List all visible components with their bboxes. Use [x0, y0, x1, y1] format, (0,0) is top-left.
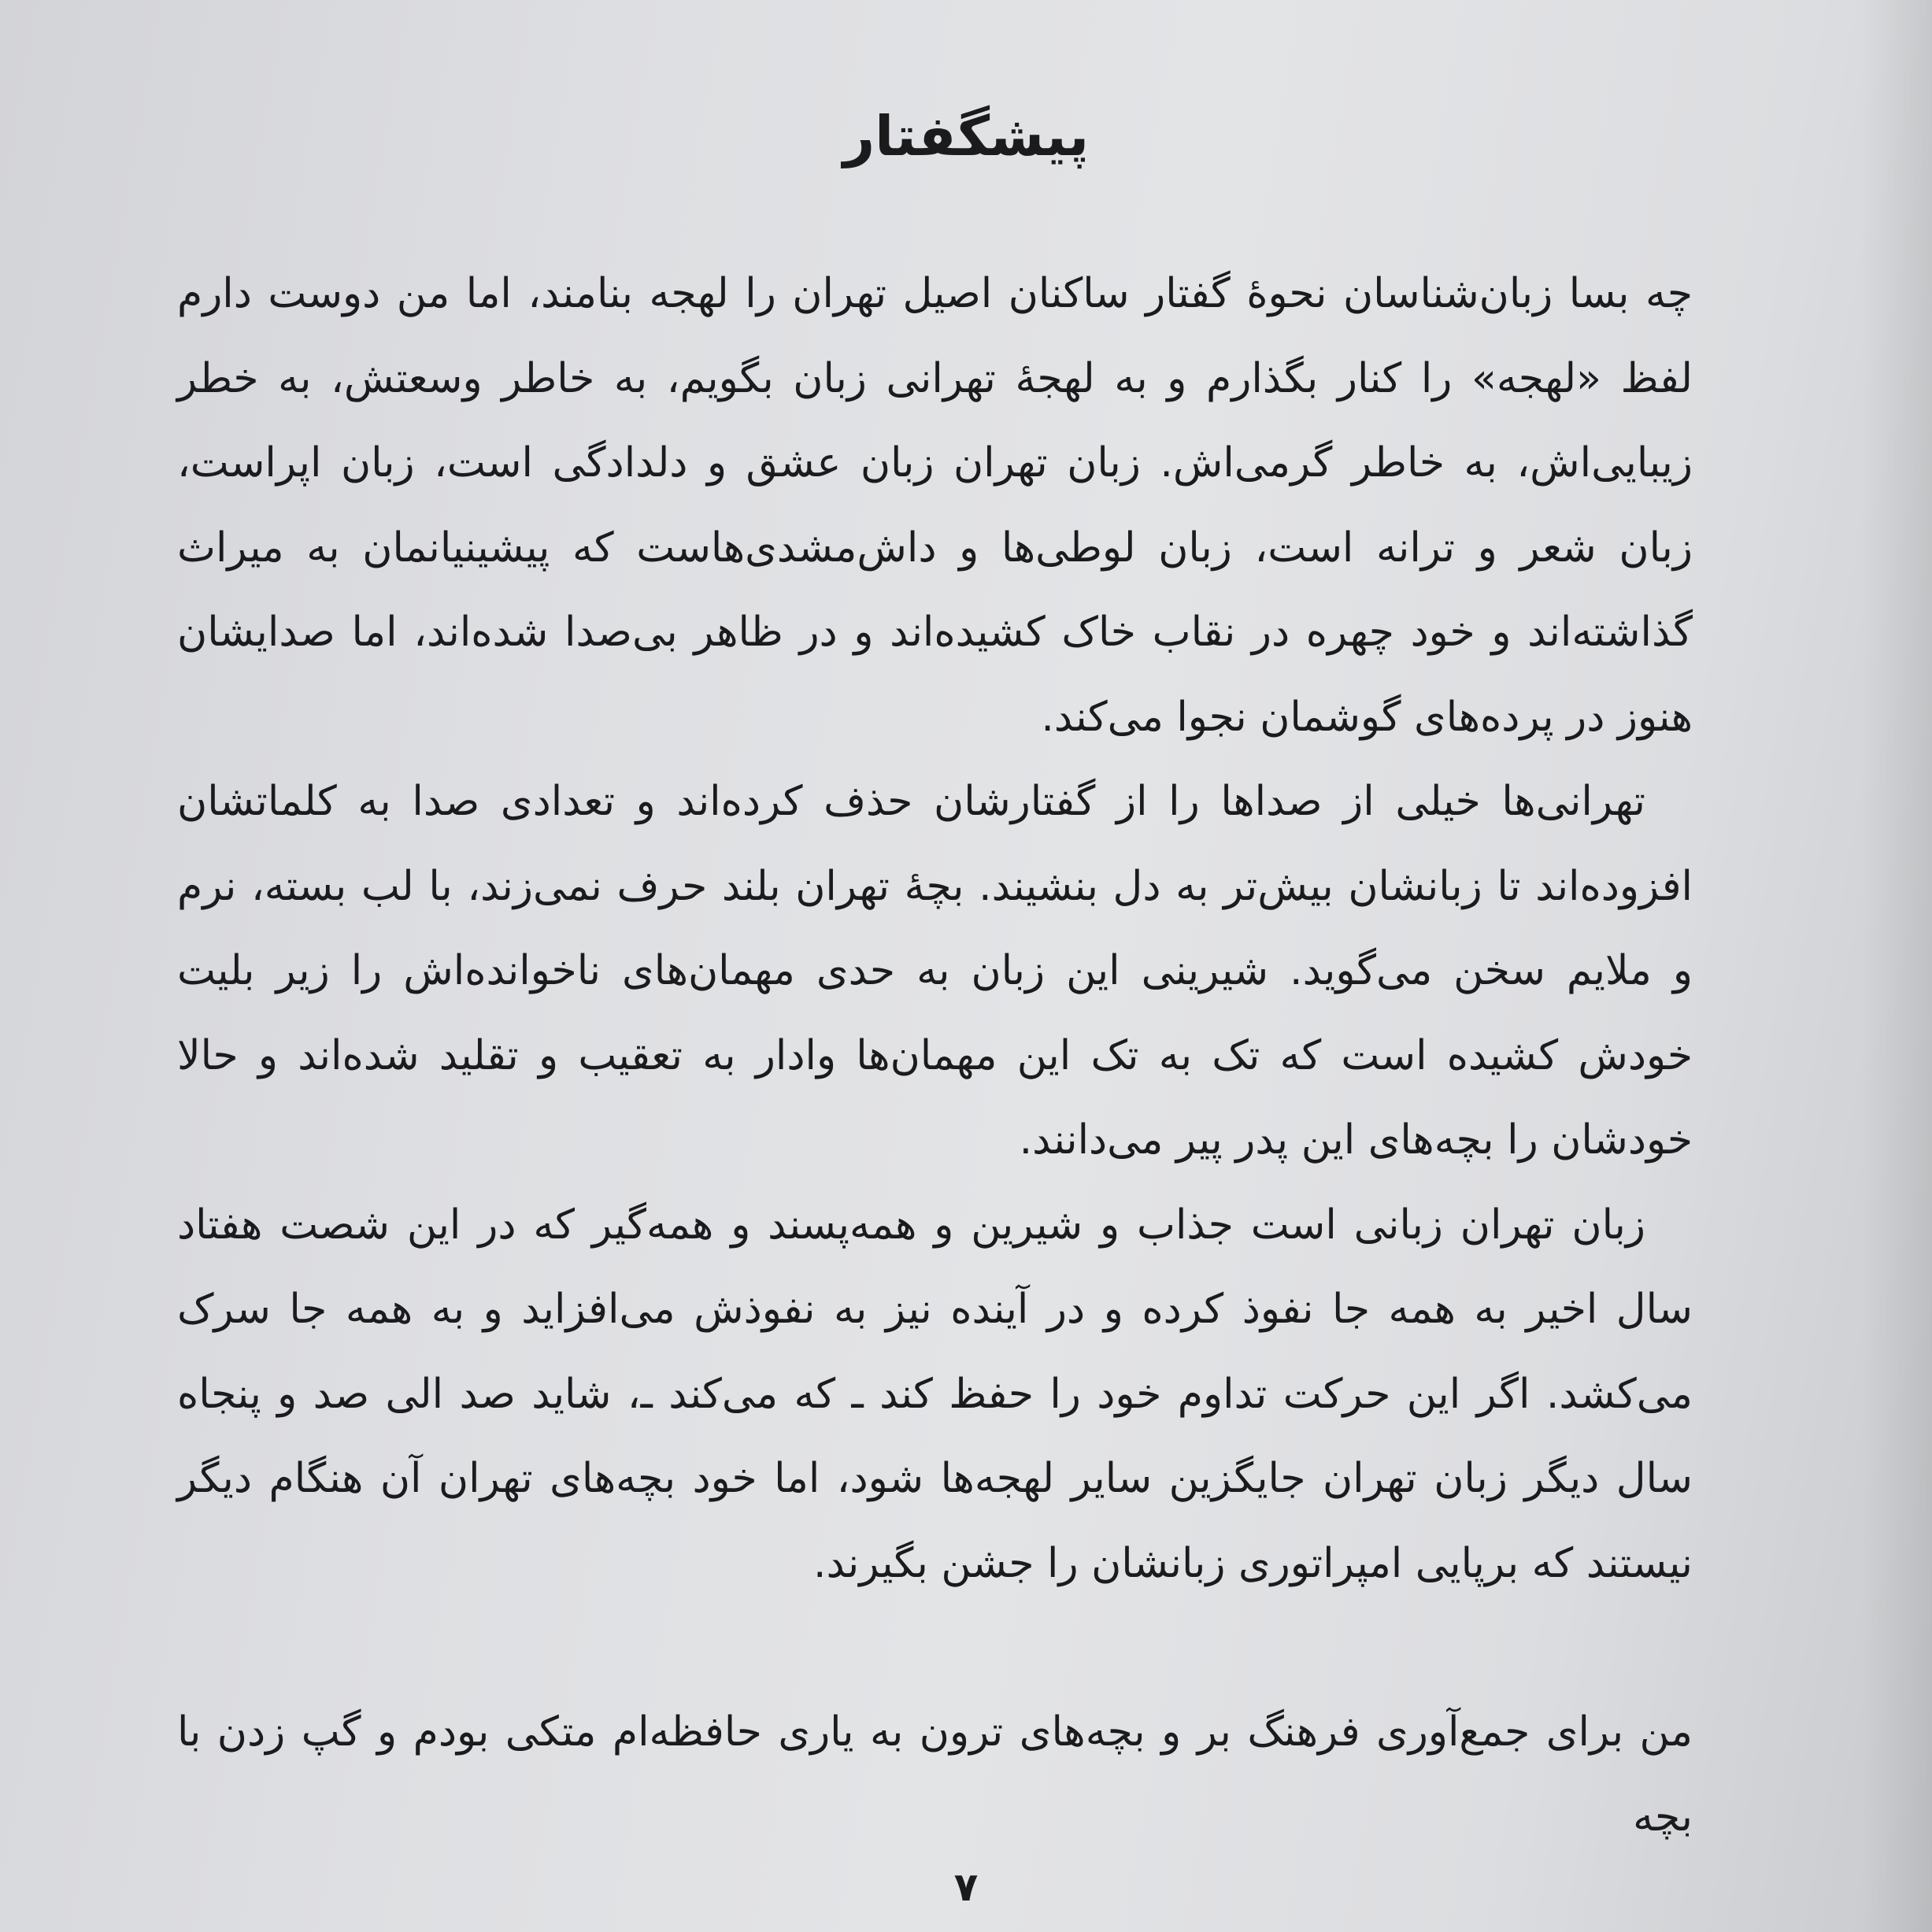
- page-number: ۷: [953, 1864, 979, 1910]
- paragraph-1: چه بسا زبان‌شناسان نحوهٔ گفتار ساکنان اصیل تهران را لهجه بنامند، اما من دوست دارم لفظ «لهجه» را کنار بگذارم و به لهجهٔ تهرانی زبان بگویم، به خاطر وسعتش، به خطر زیبایی‌اش، به خاطر گرمی‌اش. زبان تهران زبان عشق و دلدادگی است، زبان اپراست، زبان شعر و ترانه است، زبان لوطی‌ها و داش‌مشدی‌هاست که پیشینیانمان به میراث گذاشته‌اند و خود چهره در نقاب خاک کشیده‌اند و در ظاهر بی‌صدا شده‌اند، اما صدایشان هنوز در پرده‌های گوشمان نجوا می‌کند.: [177, 270, 1693, 741]
- page-edge-shadow: [1861, 0, 1932, 1932]
- paragraph-4: من برای جمع‌آوری فرهنگ بر و بچه‌های ترون به یاری حافظه‌ام متکی بودم و گپ زدن با بچه: [177, 1708, 1693, 1841]
- paragraph-2: تهرانی‌ها خیلی از صداها را از گفتارشان حذف کرده‌اند و تعدادی صدا به کلماتشان افزوده‌اند تا زبانشان بیش‌تر به دل بنشیند. بچهٔ تهران بلند حرف نمی‌زند، با لب بسته، نرم و ملایم سخن می‌گوید. شیرینی این زبان به حدی مهمان‌های ناخوانده‌اش را زیر بلیت خودش کشیده است که تک به تک این مهمان‌ها وادار به تعقیب و تقلید شده‌اند و حالا خودشان را بچه‌های این پدر پیر می‌دانند.: [177, 778, 1693, 1164]
- paragraph-3: زبان تهران زبانی است جذاب و شیرین و همه‌پسند و همه‌گیر که در این شصت هفتاد سال اخیر به همه جا نفوذ کرده و در آینده نیز به نفوذش می‌افزاید و به همه جا سرک می‌کشد. اگر این حرکت تداوم خود را حفظ کند ـ که می‌کند ـ، شاید صد الی صد و پنجاه سال دیگر زبان تهران جایگزین سایر لهجه‌ها شود، اما خود بچه‌های تهران آن هنگام دیگر نیستند که برپایی امپراتوری زبانشان را جشن بگیرند.: [177, 1201, 1693, 1587]
- body-text: [177, 252, 1693, 1860]
- page-title: پیشگفتار: [842, 104, 1090, 168]
